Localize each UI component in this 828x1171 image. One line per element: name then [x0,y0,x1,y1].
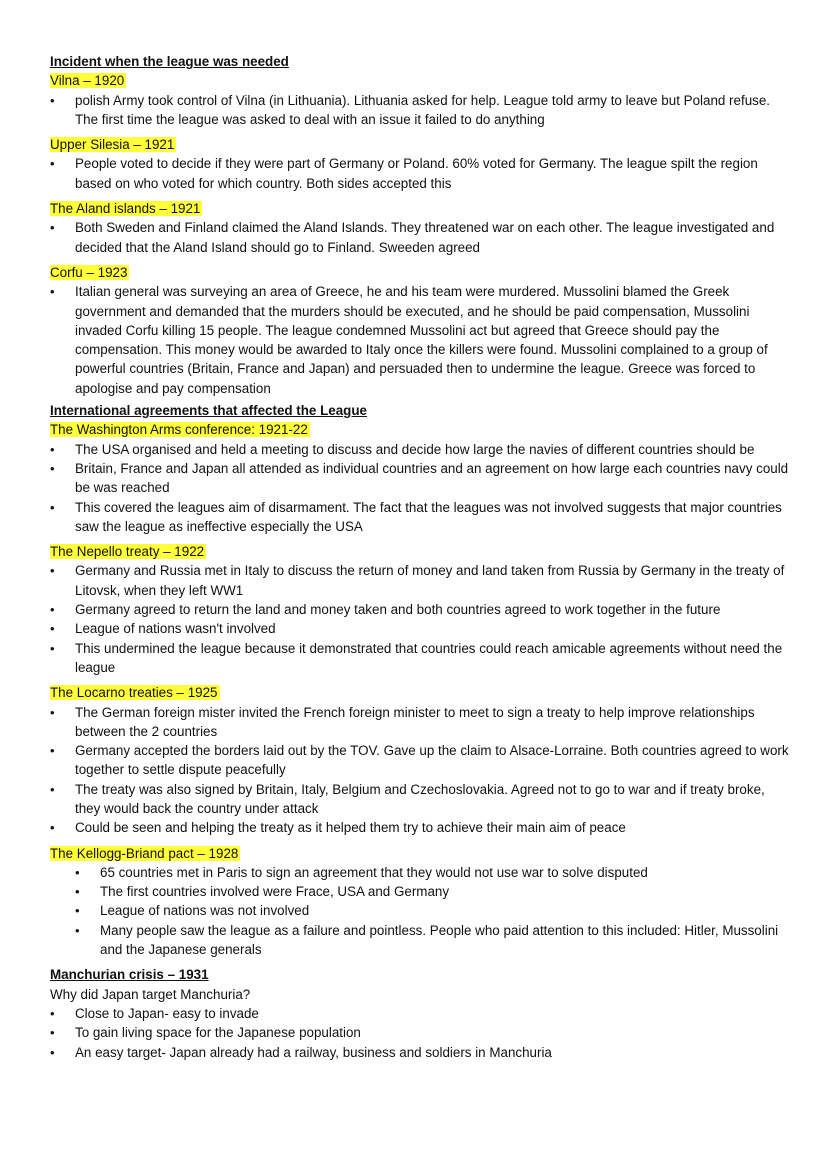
list-item: • 65 countries met in Paris to sign an agreement that they would not use war to solve disputed [50,863,790,882]
bullet-list-aland [50,218,790,257]
list-item: • Many people saw the league as a failure and pointless. People who paid attention to this included: Hitler, Mussolini and the Japanese generals [50,921,790,960]
bullet-list-vilna [50,91,790,130]
section-title-vilna [50,71,790,90]
list-item: • An easy target- Japan already had a railway, business and soldiers in Manchuria [50,1043,790,1062]
incidents-heading: Incident when the league was needed [50,54,289,69]
bullet-list-nepello [50,561,790,677]
list-item: • The USA organised and held a meeting to discuss and decide how large the navies of different countries should be [50,440,790,459]
document-page [50,52,790,1062]
bullet-list-kellogg [50,863,790,959]
highlighted-title: The Washington Arms conference: 1921-22 [50,422,308,438]
highlighted-title: The Kellogg-Briand pact – 1928 [50,845,239,861]
list-item: • Germany accepted the borders laid out by the TOV. Gave up the claim to Alsace-Lorraine. Both countries agreed to work together to settle dispute peacefully [50,741,790,780]
section-title-corfu [50,263,790,282]
list-item: • The first countries involved were Frace, USA and Germany [50,882,790,901]
section-title-kellogg [50,844,790,863]
highlighted-title: The Aland islands – 1921 [50,201,201,217]
bullet-list-washington [50,440,790,536]
list-item: • League of nations was not involved [50,901,790,920]
list-item: • Germany and Russia met in Italy to discuss the return of money and land taken from Russia by Germany in the treaty of Litovsk, when they left WW1 [50,561,790,600]
list-item: • Italian general was surveying an area of Greece, he and his team were murdered. Mussolini blamed the Greek government and demanded that the murders should be executed, and he should be paid compensation, Mussolini invaded Corfu killing 15 people. The league condemned Mussolini act but agreed that Greece should pay the compensation. This money would be awarded to Italy once the killers were found. Mussolini complained to a group of powerful countries (Britain, France and Japan) and persuaded then to undermine the league. Greece was forced to apologise and pay compensation [50,282,790,398]
list-item: • Germany agreed to return the land and money taken and both countries agreed to work together in the future [50,600,790,619]
list-item: • polish Army took control of Vilna (in Lithuania). Lithuania asked for help. League told army to leave but Poland refuse. The first time the league was asked to deal with an issue it failed to do anything [50,91,790,130]
highlighted-title: Vilna – 1920 [50,73,125,89]
list-item: • Close to Japan- easy to invade [50,1004,790,1023]
manchurian-heading: Manchurian crisis – 1931 [50,967,209,983]
section-title-washington [50,420,790,439]
section-title-nepello [50,542,790,561]
highlighted-title: The Nepello treaty – 1922 [50,544,205,560]
highlighted-title: Corfu – 1923 [50,264,128,280]
bullet-list-upper-silesia [50,154,790,193]
list-item: • People voted to decide if they were part of Germany or Poland. 60% voted for Germany. The league spilt the region based on who voted for which country. Both sides accepted this [50,154,790,193]
section-title-locarno [50,683,790,702]
section-title-aland [50,199,790,218]
list-item: • Both Sweden and Finland claimed the Aland Islands. They threatened war on each other. The league investigated and decided that the Aland Island should go to Finland. Sweeden agreed [50,218,790,257]
list-item: • To gain living space for the Japanese population [50,1023,790,1042]
list-item: • This undermined the league because it demonstrated that countries could reach amicable agreements without need the league [50,639,790,678]
list-item: • Could be seen and helping the treaty as it helped them try to achieve their main aim of peace [50,818,790,837]
highlighted-title: The Locarno treaties – 1925 [50,685,218,701]
list-item: • Britain, France and Japan all attended as individual countries and an agreement on how large each countries navy could be was reached [50,459,790,498]
agreements-heading: International agreements that affected the League [50,403,367,419]
list-item: • The treaty was also signed by Britain, Italy, Belgium and Czechoslovakia. Agreed not to go to war and if treaty broke, they would back the country under attack [50,780,790,819]
bullet-list-manchurian [50,1004,790,1062]
list-item: • This covered the leagues aim of disarmament. The fact that the leagues was not involved suggests that major countries saw the league as ineffective especially the USA [50,498,790,537]
list-item: • The German foreign mister invited the French foreign minister to meet to sign a treaty to help improve relationships between the 2 countries [50,703,790,742]
list-item: • League of nations wasn't involved [50,619,790,638]
bullet-list-locarno [50,703,790,838]
section-title-upper-silesia [50,135,790,154]
highlighted-title: Upper Silesia – 1921 [50,137,175,153]
bullet-list-corfu [50,282,790,398]
manchurian-question: Why did Japan target Manchuria? [50,986,251,1002]
